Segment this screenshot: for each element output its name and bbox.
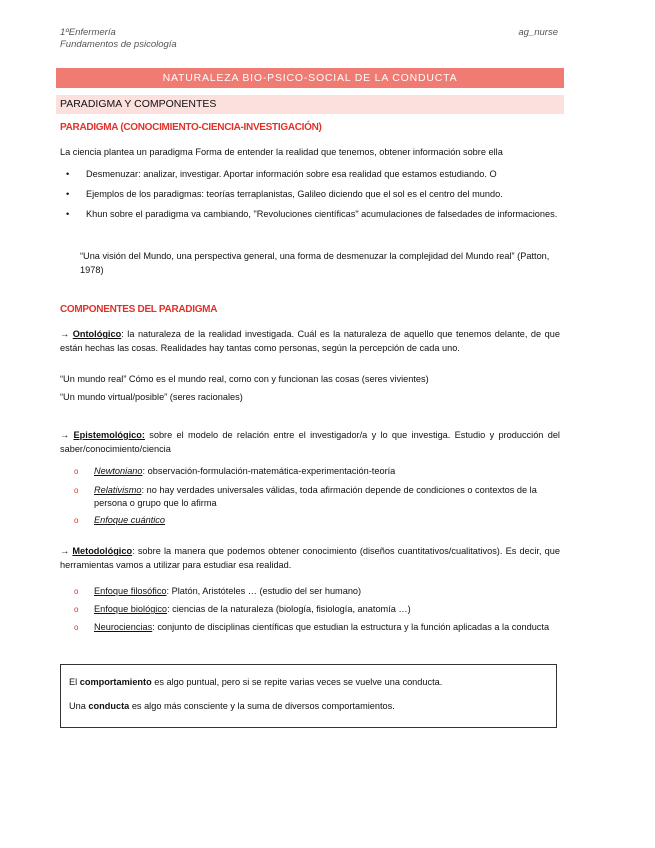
- paragraph-intro: La ciencia plantea un paradigma Forma de entender la realidad que tenemos, obtener información sobre ella: [60, 147, 503, 157]
- subject-label: Fundamentos de psicología: [60, 39, 177, 50]
- circle-bullet-icon: o: [74, 486, 79, 495]
- course-label: 1ºEnfermería: [60, 27, 116, 38]
- list-item: • Desmenuzar: analizar, investigar. Aportar información sobre esa realidad que estamos estudiando. O: [66, 168, 560, 182]
- paragraph-mundo-virtual: “Un mundo virtual/posible” (seres racionales): [60, 392, 243, 402]
- subtitle-banner: PARADIGMA Y COMPONENTES: [56, 95, 564, 114]
- circle-bullet-icon: o: [74, 605, 79, 614]
- circle-bullet-icon: o: [74, 516, 79, 525]
- circle-bullet-icon: o: [74, 587, 79, 596]
- list-item: o Enfoque biológico: ciencias de la naturaleza (biología, fisiología, anatomía …): [74, 604, 411, 614]
- list-item: o Enfoque cuántico: [74, 515, 166, 525]
- paragraph-mundo-real: “Un mundo real” Cómo es el mundo real, como con y funcionan las cosas (seres vivientes): [60, 374, 429, 384]
- list-item: o Enfoque filosófico: Platón, Aristóteles … (estudio del ser humano): [74, 586, 362, 596]
- definition-comportamiento: El comportamiento es algo puntual, pero si se repite varias veces se vuelve una conducta.: [69, 677, 443, 687]
- paragraph-epistemologico: → Epistemológico: sobre el modelo de relación entre el investigador/a y lo que investiga. Estudio y producción del saber/conocimiento/ciencia: [60, 430, 560, 454]
- arrow-icon: →: [60, 546, 70, 556]
- quote-patton: “Una visión del Mundo, una perspectiva general, una forma de desmenuzar la complejidad del Mundo real” (Patton, 1978): [80, 251, 550, 275]
- list-item: • Khun sobre el paradigma va cambiando, "Revoluciones científicas" acumulaciones de falsedades de informaciones.: [66, 208, 560, 222]
- paragraph-metodologico: → Metodológico: sobre la manera que podemos obtener conocimiento (diseños cuantitativos/cualitativos). Es decir, que herramientas vamos a utilizar para estudiar esa realidad.: [60, 546, 560, 570]
- bullet-icon: •: [66, 189, 70, 199]
- page-header-left: [60, 27, 177, 51]
- list-item: o Newtoniano: observación-formulación-matemática-experimentación-teoría: [74, 466, 396, 476]
- section-title-paradigma: PARADIGMA (CONOCIMIENTO-CIENCIA-INVESTIGACIÓN): [60, 122, 322, 133]
- arrow-icon: →: [60, 329, 70, 339]
- section-title-componentes: COMPONENTES DEL PARADIGMA: [60, 304, 218, 315]
- bullet-icon: •: [66, 209, 70, 219]
- author-label: ag_nurse: [518, 27, 558, 38]
- definition-conducta: Una conducta es algo más consciente y la suma de diversos comportamientos.: [69, 701, 395, 711]
- list-item: • Ejemplos de los paradigmas: teorías terraplanistas, Galileo diciendo que el sol es el centro del mundo.: [66, 188, 560, 202]
- bullet-icon: •: [66, 169, 70, 179]
- arrow-icon: →: [60, 430, 70, 440]
- circle-bullet-icon: o: [74, 623, 79, 632]
- list-item: o Neurociencias: conjunto de disciplinas científicas que estudian la estructura y la función aplicadas a la conducta: [74, 622, 550, 632]
- title-banner: NATURALEZA BIO-PSICO-SOCIAL DE LA CONDUCTA: [56, 68, 564, 88]
- term-ontologico: Ontológico: [72, 329, 122, 339]
- list-item: o Relativismo: no hay verdades universales válidas, toda afirmación depende de condiciones o contextos de la persona o grupo que lo afirma: [74, 485, 537, 508]
- term-metodologico: Metodológico: [72, 546, 133, 556]
- circle-bullet-icon: o: [74, 467, 79, 476]
- definition-box: [60, 664, 557, 728]
- term-epistemologico: Epistemológico:: [73, 430, 145, 440]
- paragraph-ontologico: → Ontológico: la naturaleza de la realidad investigada. Cuál es la naturaleza de aquello que tenemos delante, de que están hechas las cosas. Realidades hay tantas como personas, según la percepción de cada uno.: [60, 329, 560, 353]
